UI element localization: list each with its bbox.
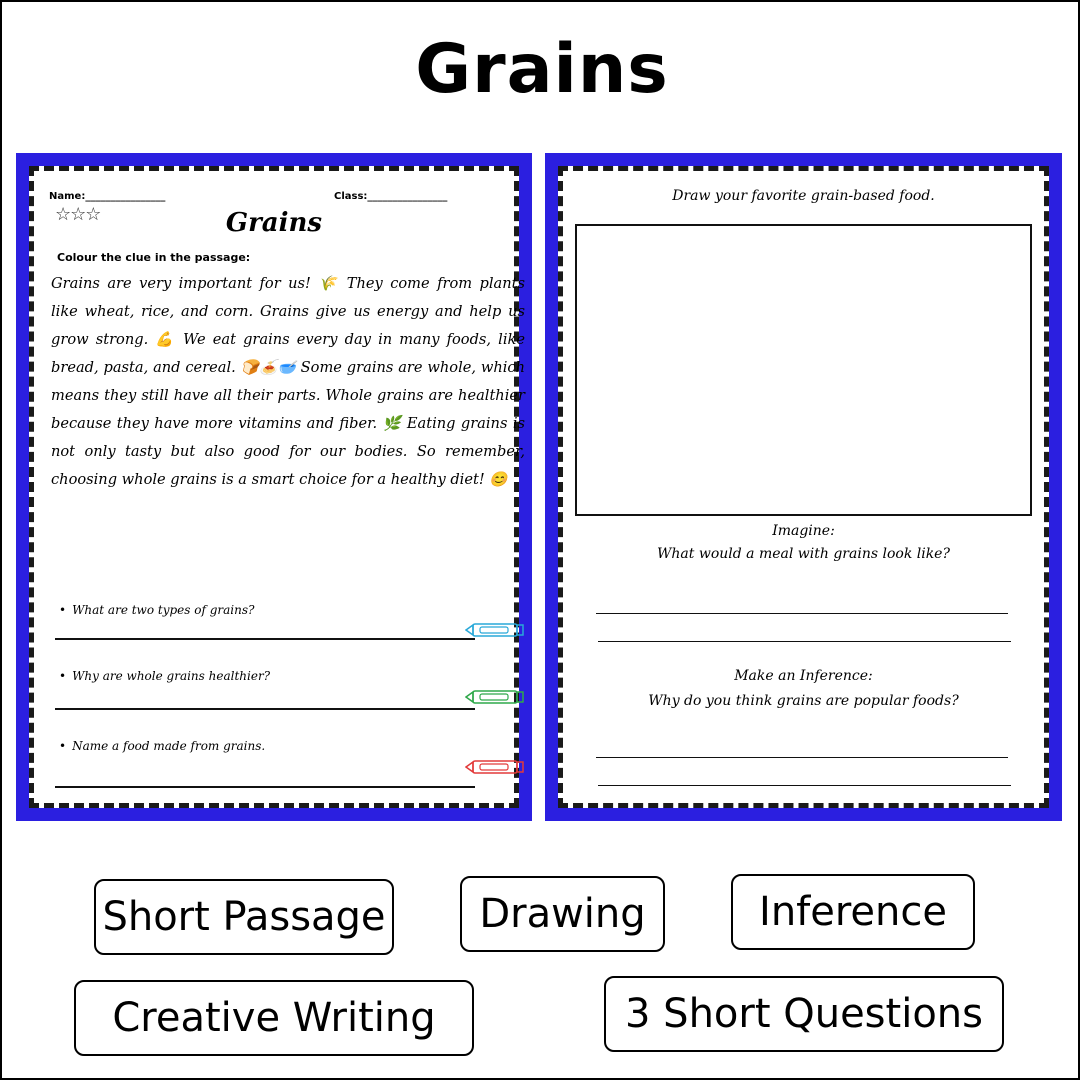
writing-line[interactable] [598,785,1011,786]
main-title: Grains [415,30,669,109]
writing-line[interactable] [596,613,1008,614]
question-2-text: Why are whole grains healthier? [72,669,271,683]
answer-line-2[interactable] [55,708,475,710]
question-1-text: What are two types of grains? [72,603,255,617]
crayon-icon-red [465,759,525,775]
tag-3-short-questions: 3 Short Questions [604,976,1004,1052]
draw-prompt: Draw your favorite grain-based food. [672,188,935,204]
answer-line-3[interactable] [55,786,475,788]
writing-line[interactable] [598,641,1011,642]
star-rating-icon: ☆☆☆ [55,204,101,225]
answer-line-1[interactable] [55,638,475,640]
tag-inference: Inference [731,874,975,950]
inference-question: Why do you think grains are popular foods? [648,693,959,709]
inference-heading: Make an Inference: [734,668,873,684]
tag-creative-writing: Creative Writing [74,980,474,1056]
reading-passage: Grains are very important for us! 🌾 They come from plants like wheat, rice, and corn. Grains give us energy and help us grow strong. 💪 We eat grains every day in many foods, like bread, pasta, and cereal. 🍞🍝🥣 Some grains are whole, which means they still have all their parts. Whole grains are healthier because they have more vitamins and fiber. 🌿 Eating grains is not only tasty but also good for our bodies. So remember, choosing whole grains is a smart choice for a healthy diet! 😊 [51,275,525,488]
class-field: Class:________________ [334,191,448,202]
name-field: Name:________________ [49,191,166,202]
crayon-icon-blue [465,622,525,638]
writing-line[interactable] [596,757,1008,758]
question-3: • Name a food made from grains. [59,739,266,753]
question-2: • Why are whole grains healthier? [59,669,271,683]
instruction-text: Colour the clue in the passage: [57,251,251,264]
drawing-box[interactable] [575,224,1032,516]
tag-drawing: Drawing [460,876,665,952]
imagine-question: What would a meal with grains look like? [657,546,950,562]
crayon-icon-green [465,689,525,705]
question-3-text: Name a food made from grains. [72,739,266,753]
tag-short-passage: Short Passage [94,879,394,955]
question-1: • What are two types of grains? [59,603,255,617]
worksheet-page-activities [545,153,1062,821]
imagine-heading: Imagine: [772,523,835,539]
worksheet-title: Grains [225,208,323,238]
worksheet-page-passage [16,153,532,821]
